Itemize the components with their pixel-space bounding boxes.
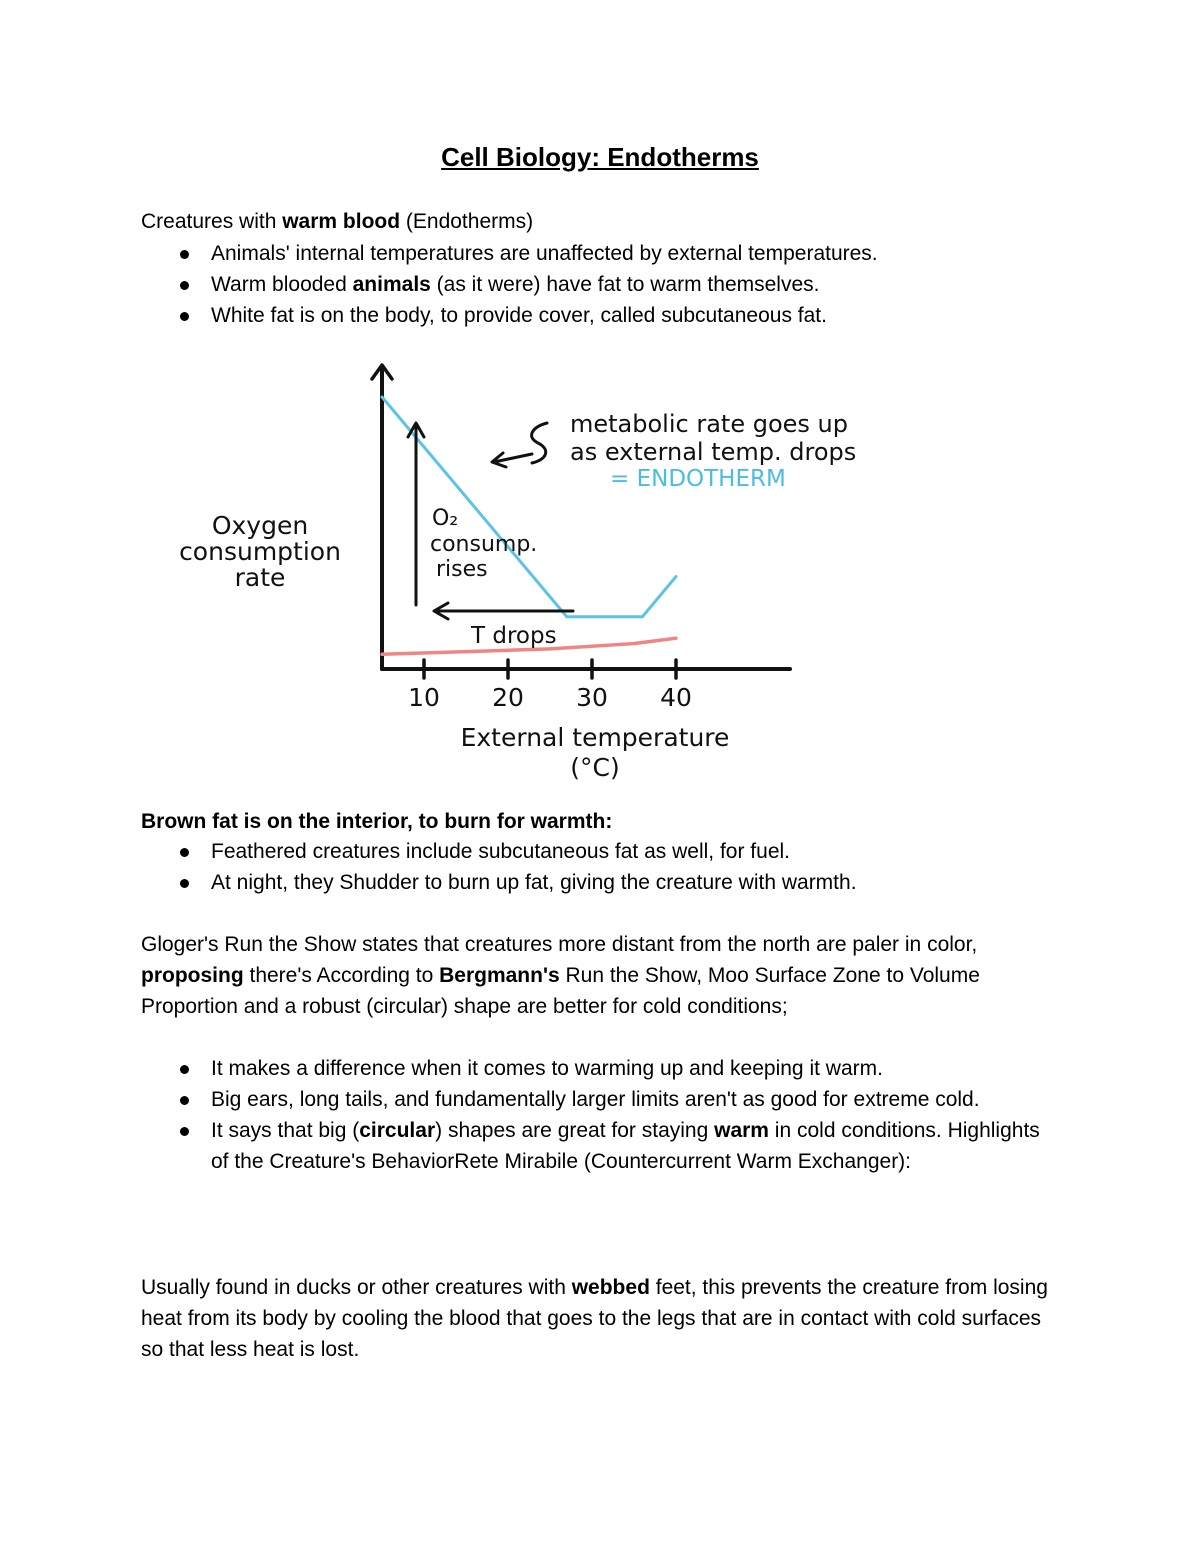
- x-tick-label: 40: [660, 683, 692, 712]
- x-tick-label: 30: [576, 683, 608, 712]
- list-item: Animals' internal temperatures are unaffected by external temperatures.: [141, 238, 1061, 269]
- webbed-paragraph: Usually found in ducks or other creatures with webbed feet, this prevents the creature from losing heat from its body by cooling the blood that goes to the legs that are in contact with cold surfaces so that less heat is lost.: [141, 1276, 1048, 1361]
- annotation-rises-line3: rises: [436, 557, 488, 582]
- list-item: Big ears, long tails, and fundamentally larger limits aren't as good for extreme cold.: [141, 1084, 1061, 1115]
- list-item: At night, they Shudder to burn up fat, giving the creature with warmth.: [141, 867, 1061, 898]
- page-title: Cell Biology: Endotherms: [441, 142, 759, 172]
- note-bracket: [532, 423, 547, 463]
- x-axis-label-line2: (°C): [570, 753, 620, 782]
- bullet-list-2: [141, 836, 1061, 898]
- intro-paragraph: Creatures with warm blood (Endotherms): [141, 210, 534, 233]
- annotation-note-line2: as external temp. drops: [570, 438, 857, 466]
- annotation-rises-line2: consump.: [430, 532, 538, 557]
- endotherm-chart: [160, 345, 980, 795]
- list-item: White fat is on the body, to provide cover, called subcutaneous fat.: [141, 300, 1061, 331]
- annotation-drops: T drops: [471, 623, 557, 649]
- bullet-list-1: [141, 238, 1061, 331]
- x-tick-label: 20: [492, 683, 524, 712]
- bullet-list-3: [141, 1053, 1061, 1177]
- x-axis-label-line1: External temperature: [460, 723, 730, 752]
- brown-fat-heading: Brown fat is on the interior, to burn for warmth:: [141, 810, 613, 833]
- x-tick-label: 10: [408, 683, 440, 712]
- annotation-endotherm: = ENDOTHERM: [610, 466, 786, 492]
- list-item: It says that big (circular) shapes are great for staying warm in cold conditions. Highlights of the Creature's BehaviorRete Mirabile (Countercurrent Warm Exchanger):: [141, 1115, 1061, 1177]
- y-axis-label-line3: rate: [234, 563, 286, 592]
- annotation-rises-line1: O₂: [432, 506, 459, 531]
- y-axis-label-line2: consumption: [179, 537, 341, 566]
- list-item: It makes a difference when it comes to warming up and keeping it warm.: [141, 1053, 1061, 1084]
- gloger-paragraph: Gloger's Run the Show states that creatures more distant from the north are paler in color, proposing there's According to Bergmann's Run the Show, Moo Surface Zone to Volume Proportion and a robust (circular) shape are better for cold conditions;: [141, 933, 980, 1018]
- annotation-note-line1: metabolic rate goes up: [570, 410, 848, 438]
- list-item: Warm blooded animals (as it were) have fat to warm themselves.: [141, 269, 1061, 300]
- y-axis-label-line1: Oxygen: [211, 511, 309, 540]
- list-item: Feathered creatures include subcutaneous fat as well, for fuel.: [141, 836, 1061, 867]
